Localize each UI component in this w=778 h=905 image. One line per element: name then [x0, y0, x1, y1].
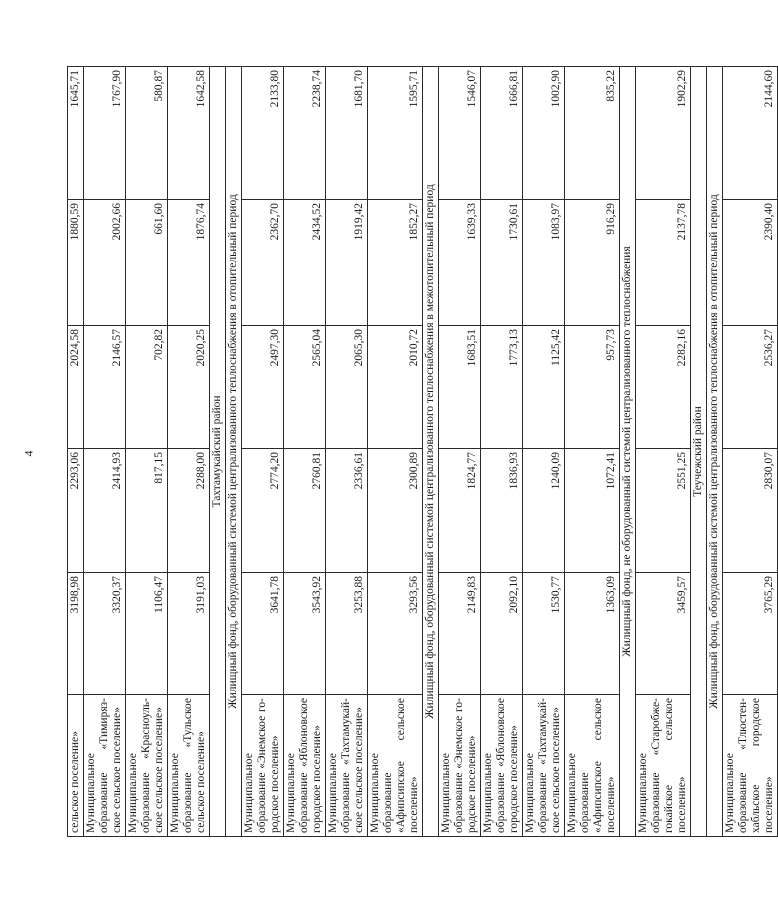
value-text: 2293,06: [69, 452, 81, 490]
value-text: 1876,74: [195, 203, 207, 241]
table-row: [481, 67, 523, 837]
value-cell-4: [284, 200, 326, 326]
value-text: 580,87: [153, 70, 165, 102]
value-cell-5: [523, 67, 565, 200]
value-cell-3: [368, 326, 423, 449]
value-cell-4: [481, 200, 523, 326]
section-heading: Теучежский район: [691, 67, 707, 837]
value-text: 3191,03: [195, 576, 207, 614]
municipality-name-cell: Муниципальное образование «Тахтамукай-ское сельское поселение»: [326, 695, 368, 837]
value-cell-4: [523, 200, 565, 326]
value-cell-3: [84, 326, 126, 449]
value-text: 2133,80: [269, 70, 281, 108]
value-cell-3: [284, 326, 326, 449]
value-text: 1363,09: [605, 576, 617, 614]
value-text: 2551,25: [676, 452, 688, 490]
value-text: 1919,42: [353, 203, 365, 241]
value-text: 2774,20: [269, 452, 281, 490]
municipality-name-cell: Муниципальное образование «Яблоновское городское поселение»: [481, 695, 523, 837]
section-heading: Жилищный фонд, оборудованный системой централизованного теплоснабжения в отопительный период: [226, 67, 242, 837]
value-text: 1730,61: [508, 203, 520, 241]
value-text: 2414,93: [111, 452, 123, 490]
value-cell-1: [168, 573, 210, 695]
page-number: 4: [21, 450, 36, 457]
value-cell-1: [723, 573, 778, 695]
value-text: 1681,70: [353, 70, 365, 108]
section-heading-row: [210, 67, 226, 837]
value-cell-5: [481, 67, 523, 200]
value-cell-5: [84, 67, 126, 200]
value-cell-5: [126, 67, 168, 200]
value-text: 916,29: [605, 203, 617, 235]
value-cell-3: [168, 326, 210, 449]
value-cell-5: [439, 67, 481, 200]
value-cell-3: [242, 326, 284, 449]
municipality-name-cell: Муниципальное образование «Яблоновское городское поселение»: [284, 695, 326, 837]
value-cell-2: [84, 449, 126, 573]
value-text: 3543,92: [311, 576, 323, 614]
value-text: 1767,90: [111, 70, 123, 108]
value-cell-2: [284, 449, 326, 573]
section-heading-row: [226, 67, 242, 837]
value-cell-5: [565, 67, 620, 200]
value-cell-3: [439, 326, 481, 449]
rotated-page-content: [67, 67, 775, 837]
value-text: 2146,57: [111, 329, 123, 367]
value-cell-1: [68, 573, 84, 695]
municipality-name-cell: Муниципальное образование «Тахтамукай-ское сельское поселение»: [523, 695, 565, 837]
value-text: 1546,07: [466, 70, 478, 108]
value-text: 2336,61: [353, 452, 365, 490]
value-cell-4: [68, 200, 84, 326]
value-cell-5: [326, 67, 368, 200]
value-text: 1683,51: [466, 329, 478, 367]
value-cell-5: [368, 67, 423, 200]
value-text: 2282,16: [676, 329, 688, 367]
value-cell-2: [126, 449, 168, 573]
value-cell-2: [326, 449, 368, 573]
value-text: 957,73: [605, 329, 617, 361]
municipality-name-cell: Муниципальное образование «Тульское сельское поселение»: [168, 695, 210, 837]
municipality-name-cell: Муниципальное образование «Тлюстен-хабльское городское поселение»: [723, 695, 778, 837]
table-row: [523, 67, 565, 837]
value-cell-4: [636, 200, 691, 326]
value-text: 2362,70: [269, 203, 281, 241]
value-cell-4: [565, 200, 620, 326]
value-text: 2092,10: [508, 576, 520, 614]
municipality-name-cell: сельское поселение»: [68, 695, 84, 837]
tariff-table: [67, 66, 778, 837]
value-cell-3: [326, 326, 368, 449]
value-text: 3459,57: [676, 576, 688, 614]
value-cell-5: [68, 67, 84, 200]
value-text: 1530,77: [550, 576, 562, 614]
value-cell-2: [242, 449, 284, 573]
value-text: 3293,56: [408, 576, 420, 614]
municipality-name-cell: Муниципальное образование «Тимиряз-ское сельское поселение»: [84, 695, 126, 837]
value-text: 1824,77: [466, 452, 478, 490]
value-text: 702,82: [153, 329, 165, 361]
value-text: 2288,00: [195, 452, 207, 490]
value-text: 2137,78: [676, 203, 688, 241]
table-row: [68, 67, 84, 837]
value-cell-5: [723, 67, 778, 200]
value-text: 1836,93: [508, 452, 520, 490]
value-cell-4: [84, 200, 126, 326]
value-cell-3: [126, 326, 168, 449]
value-cell-5: [636, 67, 691, 200]
value-cell-1: [636, 573, 691, 695]
value-cell-1: [439, 573, 481, 695]
value-text: 2020,25: [195, 329, 207, 367]
value-text: 817,15: [153, 452, 165, 484]
value-text: 835,22: [605, 70, 617, 102]
municipality-name-cell: Муниципальное образование «Красноуль-ское сельское поселение»: [126, 695, 168, 837]
value-text: 3253,88: [353, 576, 365, 614]
value-cell-4: [723, 200, 778, 326]
value-text: 661,60: [153, 203, 165, 235]
value-text: 1240,09: [550, 452, 562, 490]
value-cell-1: [126, 573, 168, 695]
value-text: 1106,47: [153, 576, 165, 613]
value-text: 2536,27: [763, 329, 775, 367]
value-cell-3: [636, 326, 691, 449]
value-text: 1902,29: [676, 70, 688, 108]
value-cell-3: [523, 326, 565, 449]
value-cell-2: [439, 449, 481, 573]
value-cell-2: [68, 449, 84, 573]
value-cell-1: [326, 573, 368, 695]
value-cell-3: [723, 326, 778, 449]
value-text: 2760,81: [311, 452, 323, 490]
value-cell-5: [168, 67, 210, 200]
section-heading: Жилищный фонд, оборудованный системой централизованного теплоснабжения в отопительный период: [707, 67, 723, 837]
value-cell-2: [368, 449, 423, 573]
value-text: 2390,40: [763, 203, 775, 241]
value-text: 1773,13: [508, 329, 520, 367]
value-text: 1083,97: [550, 203, 562, 241]
value-cell-4: [168, 200, 210, 326]
value-text: 2010,72: [408, 329, 420, 367]
table-row: [326, 67, 368, 837]
section-heading-row: [423, 67, 439, 837]
section-heading-row: [691, 67, 707, 837]
value-text: 3765,29: [763, 576, 775, 614]
value-cell-1: [523, 573, 565, 695]
value-cell-3: [68, 326, 84, 449]
section-heading: Жилищный фонд, не оборудованный системой централизованного теплоснабжения: [620, 67, 636, 837]
value-cell-4: [326, 200, 368, 326]
table-row: [126, 67, 168, 837]
table-row: [565, 67, 620, 837]
value-cell-2: [481, 449, 523, 573]
value-text: 2300,89: [408, 452, 420, 490]
value-text: 1072,41: [605, 452, 617, 490]
value-text: 2149,83: [466, 576, 478, 614]
value-cell-1: [565, 573, 620, 695]
value-text: 2238,74: [311, 70, 323, 108]
table-row: [284, 67, 326, 837]
municipality-name-cell: Муниципальное образование «Энемское го-родское поселение»: [439, 695, 481, 837]
value-text: 2497,30: [269, 329, 281, 367]
section-heading: Жилищный фонд, оборудованный системой централизованного теплоснабжения в межотопительный период: [423, 67, 439, 837]
value-cell-2: [168, 449, 210, 573]
table-body: [68, 67, 778, 837]
value-text: 2144,60: [763, 70, 775, 108]
municipality-name-cell: Муниципальное образование «Афипсипское сельское поселение»: [565, 695, 620, 837]
value-text: 1880,59: [69, 203, 81, 241]
value-text: 2434,52: [311, 203, 323, 241]
value-text: 2065,30: [353, 329, 365, 367]
value-text: 1125,42: [550, 329, 562, 366]
value-text: 1642,58: [195, 70, 207, 108]
table-row: [439, 67, 481, 837]
table-row: [636, 67, 691, 837]
table-row: [368, 67, 423, 837]
table-row: [242, 67, 284, 837]
value-cell-1: [242, 573, 284, 695]
value-text: 2830,07: [763, 452, 775, 490]
section-heading-row: [707, 67, 723, 837]
value-text: 1645,71: [69, 70, 81, 108]
value-cell-1: [368, 573, 423, 695]
value-text: 1852,27: [408, 203, 420, 241]
value-cell-1: [284, 573, 326, 695]
municipality-name-cell: Муниципальное образование «Афипсипское сельское поселение»: [368, 695, 423, 837]
value-cell-5: [284, 67, 326, 200]
value-cell-1: [481, 573, 523, 695]
value-text: 1595,71: [408, 70, 420, 108]
table-row: [168, 67, 210, 837]
value-text: 3198,98: [69, 576, 81, 614]
value-cell-4: [439, 200, 481, 326]
value-text: 2565,04: [311, 329, 323, 367]
value-text: 1639,33: [466, 203, 478, 241]
value-text: 1666,81: [508, 70, 520, 108]
value-cell-1: [84, 573, 126, 695]
value-cell-5: [242, 67, 284, 200]
value-text: 3641,78: [269, 576, 281, 614]
value-cell-2: [523, 449, 565, 573]
table-row: [84, 67, 126, 837]
value-text: 2024,58: [69, 329, 81, 367]
value-text: 1002,90: [550, 70, 562, 108]
value-cell-4: [368, 200, 423, 326]
value-cell-2: [636, 449, 691, 573]
value-cell-3: [481, 326, 523, 449]
value-cell-3: [565, 326, 620, 449]
value-text: 3320,37: [111, 576, 123, 614]
value-cell-2: [723, 449, 778, 573]
municipality-name-cell: Муниципальное образование «Энемское го-родское поселение»: [242, 695, 284, 837]
value-text: 2002,66: [111, 203, 123, 241]
municipality-name-cell: Муниципальное образование «Старобже-гокайское сельское поселение»: [636, 695, 691, 837]
value-cell-2: [565, 449, 620, 573]
table-row: [723, 67, 778, 837]
value-cell-4: [242, 200, 284, 326]
value-cell-4: [126, 200, 168, 326]
section-heading: Тахтамукайский район: [210, 67, 226, 837]
section-heading-row: [620, 67, 636, 837]
